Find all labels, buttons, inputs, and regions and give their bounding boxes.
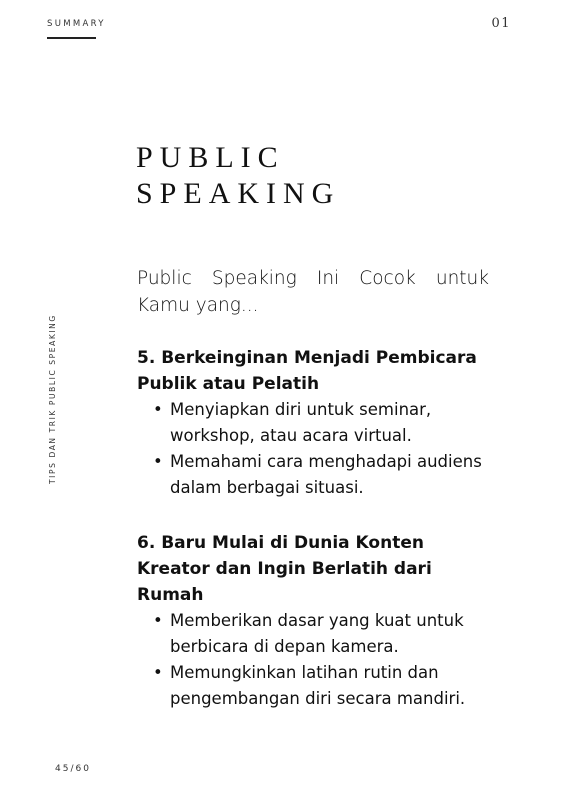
section-6	[137, 530, 489, 712]
list-item-text: Memungkinkan latihan rutin dan pengembangan diri secara mandiri.	[170, 663, 466, 708]
section-underline	[47, 37, 96, 39]
page-number: 01	[491, 16, 511, 31]
list-item-text: Menyiapkan diri untuk seminar, workshop, atau acara virtual.	[170, 400, 432, 445]
section-5	[137, 345, 489, 501]
list-item	[137, 608, 489, 660]
section-label: SUMMARY	[47, 19, 106, 29]
section-5-heading: 5. Berkeinginan Menjadi Pembicara Publik atau Pelatih	[137, 348, 477, 394]
main-content	[137, 265, 489, 712]
list-item	[137, 397, 489, 449]
list-item	[137, 449, 489, 501]
page-title	[136, 140, 340, 212]
list-item	[137, 660, 489, 712]
bullet-dot: •	[153, 452, 163, 471]
title-line-1: PUBLIC	[136, 141, 285, 174]
intro-text: Public Speaking Ini Cocok untuk Kamu yang...	[137, 268, 489, 316]
side-vertical-text: TIPS DAN TRIK PUBLIC SPEAKING	[48, 314, 57, 484]
bullet-dot: •	[153, 663, 163, 682]
section-6-bullets	[137, 608, 489, 712]
title-line-2: SPEAKING	[136, 177, 341, 210]
list-item-text: Memberikan dasar yang kuat untuk berbicara di depan kamera.	[170, 611, 464, 656]
bullet-dot: •	[153, 400, 163, 419]
list-item-text: Memahami cara menghadapi audiens dalam berbagai situasi.	[170, 452, 482, 497]
page-count: 45/60	[55, 764, 91, 774]
section-6-heading: 6. Baru Mulai di Dunia Konten Kreator dan Ingin Berlatih dari Rumah	[137, 533, 432, 605]
section-5-bullets	[137, 397, 489, 501]
bullet-dot: •	[153, 611, 163, 630]
